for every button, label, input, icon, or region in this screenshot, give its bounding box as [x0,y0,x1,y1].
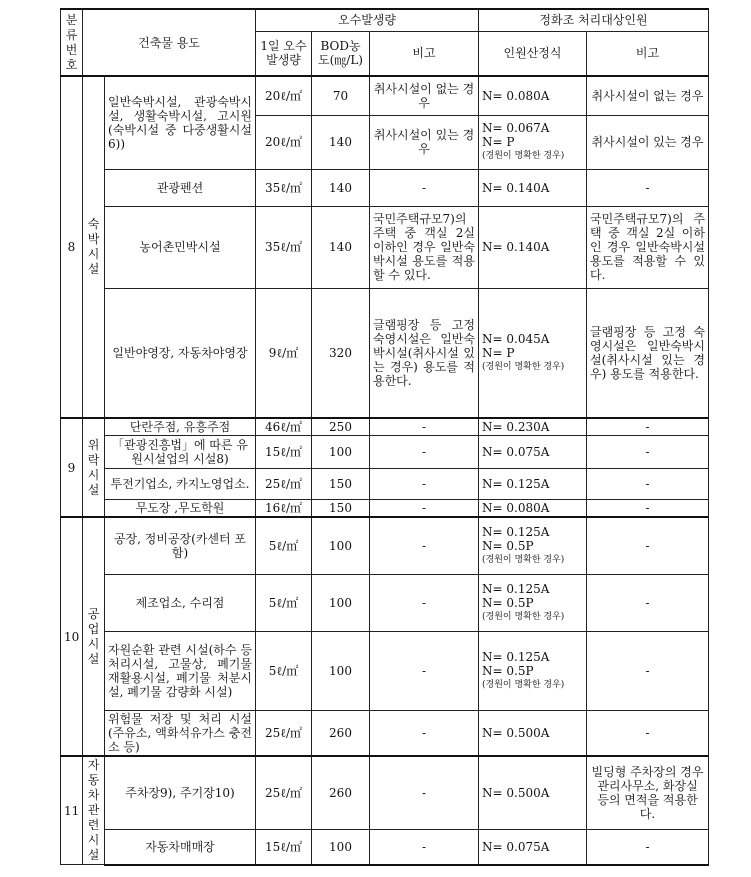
formula-cell [479,574,587,631]
note-cell: - [587,710,709,756]
remark-cell: - [370,830,479,865]
header-daily-sewage: 1일 오수발생량 [256,31,312,76]
table-row [61,288,709,418]
note-cell: 취사시설이 없는 경우 [587,76,709,115]
flow-cell: 15ℓ/㎡ [256,830,312,865]
note-cell: 취사시설이 있는 경우 [587,115,709,169]
table-row [61,436,709,469]
use-cell: 관광펜션 [105,169,256,206]
remark-cell: - [370,418,479,436]
formula-line: N= 0.5P [482,595,534,610]
flow-cell: 25ℓ/㎡ [256,756,312,830]
bod-cell: 140 [312,169,370,206]
use-cell: 「관광진흥법」에 따른 유원시설업의 시설8) [105,436,256,469]
bod-cell: 100 [312,436,370,469]
bod-cell: 140 [312,115,370,169]
table-row [61,631,709,710]
flow-cell: 25ℓ/㎡ [256,710,312,756]
use-cell: 일반야영장, 자동차야영장 [105,288,256,418]
table-row [61,574,709,631]
bod-cell: 140 [312,206,370,288]
group-name: 자동차관련시설 [83,756,105,865]
remark-cell: - [370,517,479,574]
use-cell: 농어촌민박시설 [105,206,256,288]
flow-cell: 15ℓ/㎡ [256,436,312,469]
formula-note: (경원이 명확한 경우) [482,611,565,622]
header-remark: 비고 [370,31,479,76]
formula-line: N= 0.125A [482,524,550,539]
group-no: 10 [61,517,83,756]
remark-cell: - [370,169,479,206]
formula-line: N= 0.125A [482,649,550,664]
formula-cell [479,288,587,418]
formula-note: (경원이 명확한 경우) [482,151,565,161]
table-row [61,206,709,288]
table-row [61,756,709,830]
use-cell: 투전기업소, 카지노영업소. [105,469,256,500]
table-row [61,76,709,115]
formula-cell: N= 0.140A [479,206,587,288]
header-bod: BOD농도(㎎/L) [312,31,370,76]
formula-cell: N= 0.075A [479,436,587,469]
bod-cell: 100 [312,574,370,631]
flow-cell: 35ℓ/㎡ [256,169,312,206]
note-cell: - [587,418,709,436]
bod-cell: 70 [312,76,370,115]
remark-cell: - [370,469,479,500]
formula-cell [479,631,587,710]
note-cell: 빌딩형 주차장의 경우 관리사무소, 화장실 등의 면적을 적용한다. [587,756,709,830]
remark-cell: - [370,436,479,469]
use-cell: 위험물 저장 및 처리 시설 (주유소, 액화석유가스 충전소 등) [105,710,256,756]
note-cell: - [587,500,709,518]
flow-cell: 20ℓ/㎡ [256,115,312,169]
remark-cell: 글램핑장 등 고정 숙영시설은 일반숙박시설(취사시설 있는 경우) 용도를 적용한다. [370,288,479,418]
bod-cell: 250 [312,418,370,436]
use-cell: 자동차매매장 [105,830,256,865]
group-name: 숙박시설 [83,76,105,418]
group-no: 9 [61,418,83,517]
remark-cell: - [370,756,479,830]
table-row [61,418,709,436]
remark-cell: 국민주택규모7)의 주택 중 객실 2실 이하인 경우 일반숙박시설 용도를 적용할 수 있다. [370,206,479,288]
table-row [61,169,709,206]
note-cell: - [587,169,709,206]
formula-note: (경원이 명확한 경우) [482,554,565,565]
formula-cell: N= 0.080A [479,76,587,115]
header-building-use: 건축물 용도 [83,9,256,76]
group-name: 위락시설 [83,418,105,517]
flow-cell: 46ℓ/㎡ [256,418,312,436]
flow-cell: 5ℓ/㎡ [256,574,312,631]
flow-cell: 16ℓ/㎡ [256,500,312,518]
header-category-no: 분류번호 [61,9,83,76]
formula-cell: N= 0.075A [479,830,587,865]
flow-cell: 20ℓ/㎡ [256,76,312,115]
table-row [61,710,709,756]
header-septic-target: 정화조 처리대상인원 [479,9,709,31]
formula-line: N= P [482,345,515,360]
formula-line: N= 0.125A [482,581,550,596]
bod-cell: 260 [312,756,370,830]
note-cell: - [587,631,709,710]
note-cell: 글램핑장 등 고정 숙영시설은 일반숙박시설(취사시설 있는 경우) 용도를 적용한다. [587,288,709,418]
remark-cell: 취사시설이 있는 경우 [370,115,479,169]
header-person-formula: 인원산정식 [479,31,587,76]
bod-cell: 100 [312,830,370,865]
bod-cell: 100 [312,631,370,710]
sewage-table [60,8,709,866]
use-cell: 일반숙박시설, 관광숙박시설, 생활숙박시설, 고시원(숙박시설 중 다중생활시설6)) [105,76,256,169]
table-row [61,830,709,865]
bod-cell: 150 [312,500,370,518]
remark-cell: 취사시설이 없는 경우 [370,76,479,115]
formula-cell: N= 0.500A [479,710,587,756]
note-cell: - [587,830,709,865]
table-row [61,517,709,574]
use-cell: 공장, 정비공장(카센터 포함) [105,517,256,574]
flow-cell: 5ℓ/㎡ [256,631,312,710]
note-cell: - [587,574,709,631]
remark-cell: - [370,500,479,518]
group-no: 11 [61,756,83,865]
formula-line: N= 0.067A [482,121,550,135]
formula-note: (경원이 명확한 경우) [482,679,565,690]
bod-cell: 100 [312,517,370,574]
formula-line: N= P [482,135,515,149]
table-row [61,500,709,518]
formula-line: N= 0.5P [482,663,534,678]
remark-cell: - [370,710,479,756]
formula-cell: N= 0.500A [479,756,587,830]
note-cell: - [587,469,709,500]
bod-cell: 150 [312,469,370,500]
table-row [61,469,709,500]
formula-cell [479,517,587,574]
group-no: 8 [61,76,83,418]
formula-cell [479,115,587,169]
formula-line: N= 0.5P [482,538,534,553]
bod-cell: 320 [312,288,370,418]
bod-cell: 260 [312,710,370,756]
flow-cell: 5ℓ/㎡ [256,517,312,574]
use-cell: 단란주점, 유흥주점 [105,418,256,436]
remark-cell: - [370,574,479,631]
formula-cell: N= 0.140A [479,169,587,206]
formula-cell: N= 0.080A [479,500,587,518]
flow-cell: 25ℓ/㎡ [256,469,312,500]
use-cell: 무도장 ,무도학원 [105,500,256,518]
remark-cell: - [370,631,479,710]
formula-cell: N= 0.230A [479,418,587,436]
flow-cell: 9ℓ/㎡ [256,288,312,418]
header-remark2: 비고 [587,31,709,76]
note-cell: - [587,436,709,469]
formula-line: N= 0.045A [482,331,550,346]
use-cell: 자원순환 관련 시설(하수 등 처리시설, 고물상, 폐기물 재활용시설, 폐기물 처분시설, 폐기물 감량화 시설) [105,631,256,710]
formula-note: (경원이 명확한 경우) [482,361,565,372]
group-name: 공업시설 [83,517,105,756]
formula-cell: N= 0.125A [479,469,587,500]
use-cell: 주차장9), 주기장10) [105,756,256,830]
note-cell: 국민주택규모7)의 주택 중 객실 2실 이하인 경우 일반숙박시설 용도를 적용할 수 있다. [587,206,709,288]
header-sewage-generation: 오수발생량 [256,9,479,31]
note-cell: - [587,517,709,574]
flow-cell: 35ℓ/㎡ [256,206,312,288]
use-cell: 제조업소, 수리점 [105,574,256,631]
